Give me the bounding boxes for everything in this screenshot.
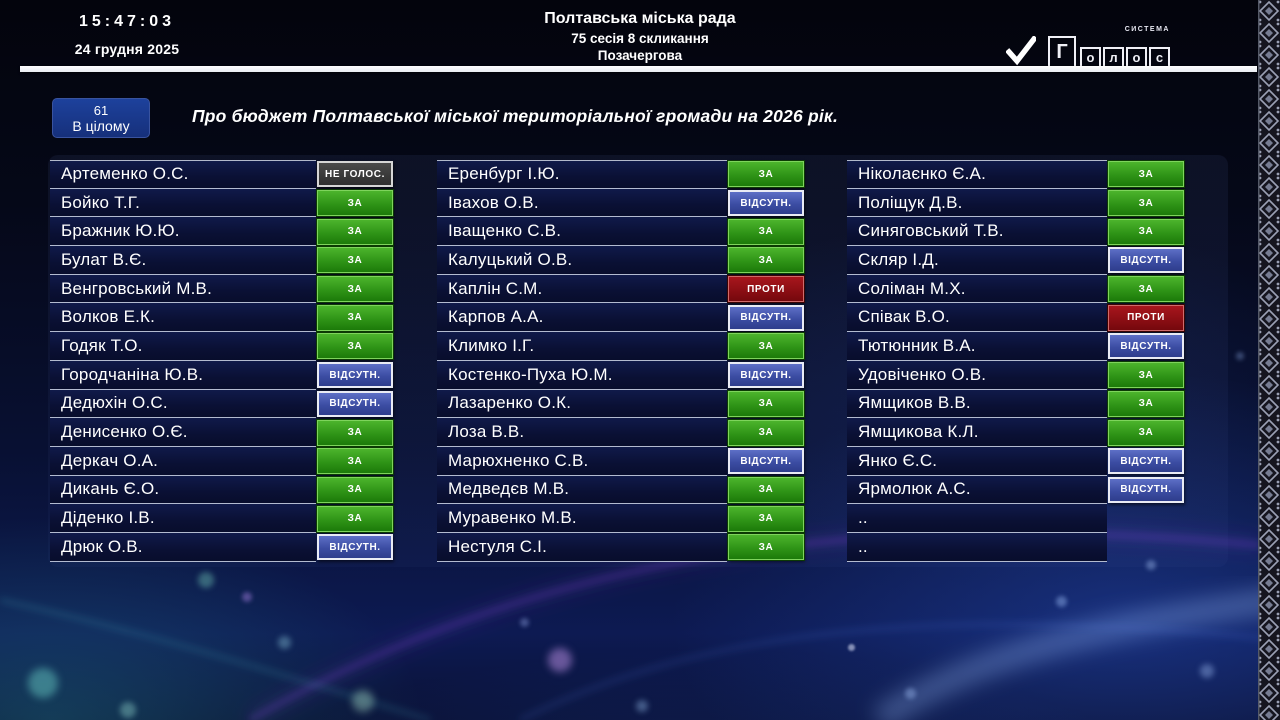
vote-badge-za: ЗА — [317, 219, 393, 245]
vote-badge-vidsutn: ВІДСУТН. — [728, 305, 804, 331]
logo-letter: Г — [1048, 36, 1076, 68]
deputy-name: Поліщук Д.В. — [847, 189, 1107, 218]
vote-badge-za: ЗА — [728, 477, 804, 503]
vote-badge-za: ЗА — [317, 506, 393, 532]
vote-badge-za: ЗА — [317, 333, 393, 359]
vote-badge-vidsutn: ВІДСУТН. — [1108, 247, 1184, 273]
vote-badge-vidsutn: ВІДСУТН. — [1108, 333, 1184, 359]
vote-badge-za: ЗА — [728, 333, 804, 359]
golos-system-logo — [1006, 26, 1170, 68]
vote-badge-slot — [316, 390, 394, 419]
deputy-row — [437, 533, 805, 562]
deputy-row — [50, 390, 394, 419]
vote-badge-slot — [316, 533, 394, 562]
vote-badge-slot — [727, 217, 805, 246]
vote-badge-slot — [1107, 303, 1185, 332]
vote-badge-vidsutn: ВІДСУТН. — [317, 362, 393, 388]
deputy-row — [437, 476, 805, 505]
deputy-name: Ніколаєнко Є.А. — [847, 160, 1107, 189]
vote-badge-slot — [1107, 418, 1185, 447]
vote-badge-proty: ПРОТИ — [1108, 305, 1184, 331]
vote-badge-slot — [316, 447, 394, 476]
deputy-row — [50, 275, 394, 304]
deputy-row — [50, 217, 394, 246]
deputy-row — [847, 361, 1185, 390]
vote-badge-vidsutn: ВІДСУТН. — [1108, 448, 1184, 474]
voting-board — [48, 155, 1228, 567]
vote-badge-slot — [727, 476, 805, 505]
vote-badge-slot — [1107, 361, 1185, 390]
vote-badge-za: ЗА — [728, 247, 804, 273]
vote-badge-slot — [727, 504, 805, 533]
deputy-row — [847, 418, 1185, 447]
vote-badge-za: ЗА — [1108, 219, 1184, 245]
vote-badge-za: ЗА — [1108, 391, 1184, 417]
deputy-row — [847, 447, 1185, 476]
deputy-name: Діденко І.В. — [50, 504, 316, 533]
deputy-row — [437, 332, 805, 361]
deputy-name: Волков Е.К. — [50, 303, 316, 332]
vote-badge-slot — [316, 476, 394, 505]
vote-badge-slot — [316, 189, 394, 218]
vote-badge-za: ЗА — [317, 477, 393, 503]
vote-badge-za: ЗА — [317, 305, 393, 331]
header-divider — [20, 66, 1257, 72]
deputy-row — [847, 275, 1185, 304]
deputy-row — [50, 189, 394, 218]
vote-badge-slot — [727, 275, 805, 304]
question-topic: Про бюджет Полтавської міської територіальної громади на 2026 рік. — [192, 106, 839, 126]
deputy-name: Булат В.Є. — [50, 246, 316, 275]
logo-letter: о — [1080, 47, 1101, 68]
deputy-name: Дрюк О.В. — [50, 533, 316, 562]
deputy-row — [847, 303, 1185, 332]
question-number-badge — [52, 98, 150, 138]
vote-badge-slot — [1107, 189, 1185, 218]
current-time: 15:47:03 — [78, 13, 176, 30]
vote-badge-slot — [727, 390, 805, 419]
deputy-name: Нестуля С.І. — [437, 533, 727, 562]
deputy-name: Івахов О.В. — [437, 189, 727, 218]
deputy-row — [847, 189, 1185, 218]
deputy-name: Муравенко М.В. — [437, 504, 727, 533]
deputy-row — [50, 361, 394, 390]
vote-badge-vidsutn: ВІДСУТН. — [317, 391, 393, 417]
deputies-column-3 — [847, 160, 1185, 562]
council-name: Полтавська міська рада — [544, 10, 736, 27]
deputy-row — [50, 476, 394, 505]
deputy-name: Соліман М.Х. — [847, 275, 1107, 304]
vote-badge-slot — [727, 303, 805, 332]
current-date: 24 грудня 2025 — [74, 41, 180, 57]
vote-badge-slot — [727, 533, 805, 562]
deputy-row — [50, 332, 394, 361]
vote-badge-za: ЗА — [728, 219, 804, 245]
deputy-name: Янко Є.С. — [847, 447, 1107, 476]
deputy-name: Синяговський Т.В. — [847, 217, 1107, 246]
deputy-row — [437, 275, 805, 304]
vote-badge-slot — [727, 332, 805, 361]
deputy-row — [437, 504, 805, 533]
session-type: Позачергова — [597, 48, 683, 63]
vote-badge-za: ЗА — [1108, 420, 1184, 446]
deputy-row — [50, 418, 394, 447]
vote-badge-za: ЗА — [1108, 362, 1184, 388]
logo-letter: л — [1103, 47, 1124, 68]
deputy-row — [847, 160, 1185, 189]
deputy-name: Артеменко О.С. — [50, 160, 316, 189]
deputy-name: Марюхненко С.В. — [437, 447, 727, 476]
vote-badge-slot — [316, 275, 394, 304]
deputy-name: Співак В.О. — [847, 303, 1107, 332]
deputy-name: Городчаніна Ю.В. — [50, 361, 316, 390]
vote-badge-za: ЗА — [317, 448, 393, 474]
vote-badge-slot — [316, 303, 394, 332]
deputy-name: Климко І.Г. — [437, 332, 727, 361]
vote-badge-slot — [727, 447, 805, 476]
deputy-name: Калуцький О.В. — [437, 246, 727, 275]
vote-badge-vidsutn: ВІДСУТН. — [728, 190, 804, 216]
session-title-block — [400, 10, 880, 63]
deputy-row — [50, 504, 394, 533]
vote-badge-slot — [1107, 332, 1185, 361]
vote-badge-za: ЗА — [728, 391, 804, 417]
vote-badge-slot — [727, 361, 805, 390]
golos-wordmark — [1048, 26, 1170, 68]
vote-badge-ne_holos: НЕ ГОЛОС. — [317, 161, 393, 187]
vote-badge-za: ЗА — [317, 276, 393, 302]
deputy-row — [847, 504, 1185, 533]
deputy-name: Лазаренко О.К. — [437, 390, 727, 419]
vote-badge-za: ЗА — [1108, 276, 1184, 302]
deputy-row — [847, 217, 1185, 246]
session-number: 75 сесія 8 скликання — [571, 31, 709, 46]
vote-mode: В цілому — [72, 117, 130, 134]
deputy-row — [437, 160, 805, 189]
deputy-row — [50, 303, 394, 332]
deputy-name: Денисенко О.Є. — [50, 418, 316, 447]
vote-badge-slot — [727, 418, 805, 447]
system-label: СИСТЕМА — [1124, 26, 1170, 33]
vote-badge-proty: ПРОТИ — [728, 276, 804, 302]
deputies-column-1 — [50, 160, 394, 562]
vote-badge-slot — [1107, 533, 1185, 562]
vote-badge-slot — [1107, 160, 1185, 189]
deputy-name: Деркач О.А. — [50, 447, 316, 476]
deputy-name: Годяк Т.О. — [50, 332, 316, 361]
vote-badge-slot — [316, 504, 394, 533]
vote-badge-slot — [1107, 246, 1185, 275]
vote-badge-slot — [1107, 476, 1185, 505]
deputy-name: Ямщиков В.В. — [847, 390, 1107, 419]
deputy-name: Костенко-Пуха Ю.М. — [437, 361, 727, 390]
deputy-name: Дикань Є.О. — [50, 476, 316, 505]
vote-badge-slot — [1107, 390, 1185, 419]
deputy-name: Дедюхін О.С. — [50, 390, 316, 419]
deputy-row — [50, 533, 394, 562]
deputy-row — [437, 390, 805, 419]
vote-badge-slot — [316, 160, 394, 189]
deputy-name: Медведєв М.В. — [437, 476, 727, 505]
deputy-name: Ярмолюк А.С. — [847, 476, 1107, 505]
vote-badge-slot — [316, 246, 394, 275]
question-number: 61 — [93, 102, 109, 118]
deputy-name: Іващенко С.В. — [437, 217, 727, 246]
deputy-name: Каплін С.М. — [437, 275, 727, 304]
vote-badge-slot — [316, 217, 394, 246]
deputy-row — [437, 303, 805, 332]
deputies-column-2 — [437, 160, 805, 562]
deputy-row — [50, 160, 394, 189]
vote-badge-slot — [316, 332, 394, 361]
vote-badge-za: ЗА — [728, 161, 804, 187]
deputy-row — [437, 361, 805, 390]
vote-badge-vidsutn: ВІДСУТН. — [1108, 477, 1184, 503]
deputy-row — [50, 447, 394, 476]
vote-badge-za: ЗА — [1108, 161, 1184, 187]
vote-badge-slot — [316, 361, 394, 390]
deputy-name: Венгровський М.В. — [50, 275, 316, 304]
vote-badge-vidsutn: ВІДСУТН. — [317, 534, 393, 560]
vote-badge-slot — [727, 160, 805, 189]
vote-badge-za: ЗА — [317, 247, 393, 273]
deputy-name: Карпов А.А. — [437, 303, 727, 332]
deputy-name: Лоза В.В. — [437, 418, 727, 447]
check-icon — [1006, 36, 1036, 66]
deputy-name: Ямщикова К.Л. — [847, 418, 1107, 447]
deputy-name: .. — [847, 533, 1107, 562]
deputy-name: Удовіченко О.В. — [847, 361, 1107, 390]
vote-badge-za: ЗА — [317, 190, 393, 216]
vote-badge-slot — [1107, 275, 1185, 304]
vote-badge-slot — [1107, 217, 1185, 246]
clock-block — [62, 13, 192, 57]
vote-badge-za: ЗА — [728, 534, 804, 560]
vote-badge-slot — [727, 246, 805, 275]
deputy-row — [437, 447, 805, 476]
deputy-row — [50, 246, 394, 275]
vote-badge-vidsutn: ВІДСУТН. — [728, 362, 804, 388]
vote-badge-slot — [1107, 447, 1185, 476]
vote-badge-slot — [1107, 504, 1185, 533]
deputy-row — [437, 217, 805, 246]
deputy-name: .. — [847, 504, 1107, 533]
deputy-row — [437, 189, 805, 218]
deputy-row — [847, 332, 1185, 361]
deputy-name: Еренбург І.Ю. — [437, 160, 727, 189]
vote-badge-slot — [316, 418, 394, 447]
deputy-row — [437, 246, 805, 275]
deputy-row — [437, 418, 805, 447]
vote-badge-za: ЗА — [1108, 190, 1184, 216]
vote-badge-vidsutn: ВІДСУТН. — [728, 448, 804, 474]
deputy-row — [847, 476, 1185, 505]
deputy-name: Скляр І.Д. — [847, 246, 1107, 275]
deputy-row — [847, 246, 1185, 275]
deputy-name: Бойко Т.Г. — [50, 189, 316, 218]
deputy-name: Бражник Ю.Ю. — [50, 217, 316, 246]
vote-badge-za: ЗА — [728, 506, 804, 532]
vote-badge-slot — [727, 189, 805, 218]
deputy-row — [847, 533, 1185, 562]
vote-badge-za: ЗА — [317, 420, 393, 446]
vote-badge-za: ЗА — [728, 420, 804, 446]
deputy-name: Тютюнник В.А. — [847, 332, 1107, 361]
logo-letter: с — [1149, 47, 1170, 68]
deputy-row — [847, 390, 1185, 419]
logo-letter: о — [1126, 47, 1147, 68]
